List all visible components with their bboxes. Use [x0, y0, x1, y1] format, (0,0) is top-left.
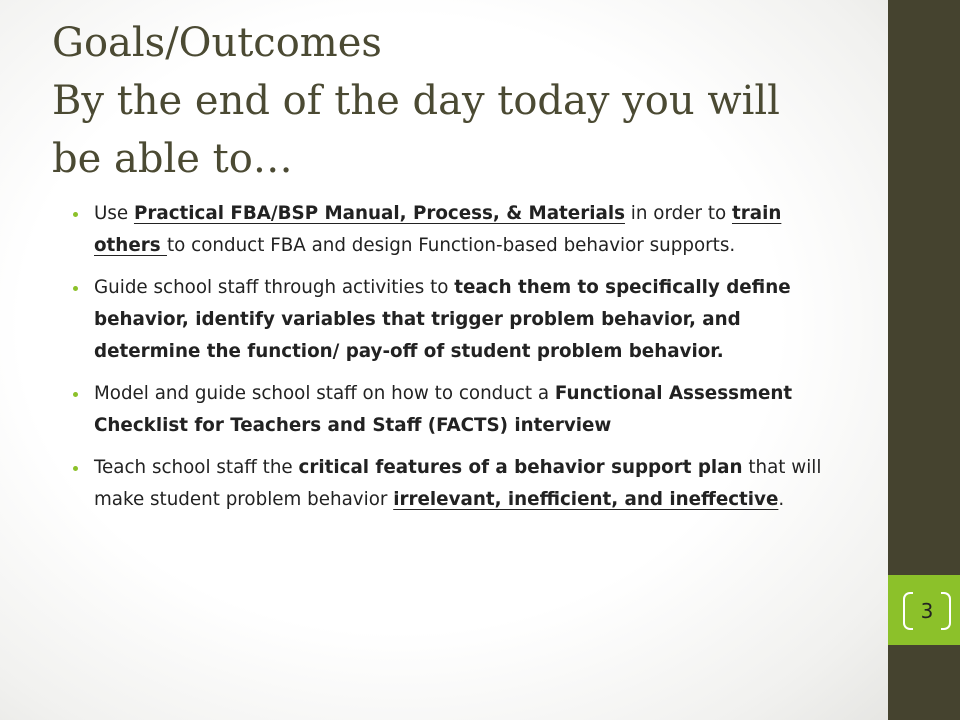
title-line-1: Goals/Outcomes: [52, 20, 382, 66]
bullet-text: Use: [94, 203, 134, 224]
title-line-2: By the end of the day today you will: [52, 78, 780, 124]
bullet-text: Teach school staff the: [94, 457, 299, 478]
slide-title: [52, 14, 852, 188]
bullet-bold-text: Functional Assessment Checklist for Teachers and Staff (FACTS) interview: [94, 383, 793, 436]
bullet-text: Guide school staff through activities to: [94, 277, 455, 298]
bullet-item-bsp: [72, 452, 848, 516]
title-line-3: be able to…: [52, 136, 293, 182]
bullet-list: [72, 198, 848, 526]
bullet-text: to conduct FBA and design Function-based behavior supports.: [166, 235, 736, 256]
slide-number: 3: [920, 599, 934, 623]
bullet-bold-underline-text: irrelevant, inefficient, and ineffective: [393, 489, 779, 510]
bullet-item-manual: [72, 198, 848, 262]
slide-number-badge: [903, 590, 951, 632]
bullet-item-guide: [72, 272, 848, 368]
bullet-item-facts: [72, 378, 848, 442]
bullet-bold-text: teach them to specifically define behavior, identify variables that trigger problem behavior, and determine the function/ pay-off of student problem behavior.: [94, 277, 791, 362]
bullet-text: Model and guide school staff on how to conduct a: [94, 383, 555, 404]
bullet-text: in order to: [624, 203, 732, 224]
bullet-text: that will make student problem behavior: [94, 457, 822, 510]
train-others-text: train others: [94, 203, 782, 256]
manual-link-text: Practical FBA/BSP Manual, Process, & Materials: [133, 203, 625, 224]
bullet-text: .: [778, 489, 785, 510]
bullet-bold-text: critical features of a behavior support plan: [298, 457, 743, 478]
